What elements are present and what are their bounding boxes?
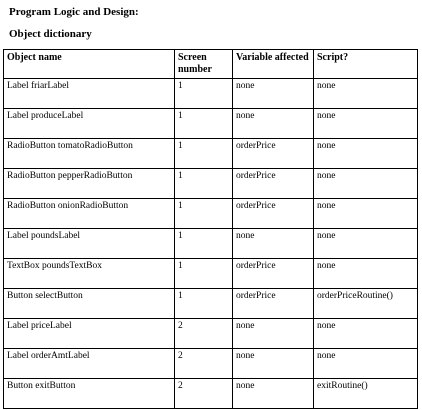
cell-object-name: RadioButton pepperRadioButton [4, 169, 175, 199]
cell-object-name: RadioButton onionRadioButton [4, 199, 175, 229]
table-row [4, 109, 418, 139]
cell-variable-affected: orderPrice [233, 169, 314, 199]
cell-variable-affected: none [233, 349, 314, 379]
object-dictionary-table [3, 49, 418, 409]
cell-script: none [314, 199, 418, 229]
table-row [4, 139, 418, 169]
cell-screen-number: 1 [175, 139, 233, 169]
cell-object-name: RadioButton tomatoRadioButton [4, 139, 175, 169]
table-row [4, 379, 418, 409]
cell-variable-affected: orderPrice [233, 289, 314, 319]
cell-screen-number: 1 [175, 79, 233, 109]
table-row [4, 169, 418, 199]
cell-object-name: Label poundsLabel [4, 229, 175, 259]
table-row [4, 79, 418, 109]
cell-script: none [314, 139, 418, 169]
cell-variable-affected: orderPrice [233, 259, 314, 289]
cell-script: exitRoutine() [314, 379, 418, 409]
cell-screen-number: 1 [175, 109, 233, 139]
cell-variable-affected: none [233, 319, 314, 349]
table-row [4, 349, 418, 379]
cell-script: none [314, 319, 418, 349]
cell-screen-number: 1 [175, 259, 233, 289]
header-script: Script? [314, 50, 418, 79]
cell-script: none [314, 349, 418, 379]
section-heading: Object dictionary [9, 28, 92, 40]
table-row [4, 289, 418, 319]
cell-screen-number: 2 [175, 379, 233, 409]
table-row [4, 319, 418, 349]
cell-variable-affected: none [233, 109, 314, 139]
cell-variable-affected: none [233, 79, 314, 109]
cell-script: none [314, 169, 418, 199]
cell-variable-affected: orderPrice [233, 199, 314, 229]
cell-object-name: Label priceLabel [4, 319, 175, 349]
document-title: Program Logic and Design: [9, 6, 139, 18]
cell-screen-number: 2 [175, 319, 233, 349]
table-row [4, 199, 418, 229]
cell-screen-number: 1 [175, 199, 233, 229]
cell-object-name: Label friarLabel [4, 79, 175, 109]
cell-object-name: Label produceLabel [4, 109, 175, 139]
table-row [4, 229, 418, 259]
cell-object-name: TextBox poundsTextBox [4, 259, 175, 289]
header-variable-affected: Variable affected [233, 50, 314, 79]
cell-variable-affected: none [233, 229, 314, 259]
cell-screen-number: 2 [175, 349, 233, 379]
cell-object-name: Label orderAmtLabel [4, 349, 175, 379]
cell-object-name: Button selectButton [4, 289, 175, 319]
cell-object-name: Button exitButton [4, 379, 175, 409]
cell-variable-affected: none [233, 379, 314, 409]
cell-screen-number: 1 [175, 169, 233, 199]
cell-script: orderPriceRoutine() [314, 289, 418, 319]
table-row [4, 259, 418, 289]
cell-script: none [314, 229, 418, 259]
cell-screen-number: 1 [175, 229, 233, 259]
cell-script: none [314, 79, 418, 109]
cell-screen-number: 1 [175, 289, 233, 319]
table-header-row [4, 50, 418, 79]
header-screen-number: Screen number [175, 50, 233, 79]
cell-variable-affected: orderPrice [233, 139, 314, 169]
cell-script: none [314, 109, 418, 139]
cell-script: none [314, 259, 418, 289]
header-object-name: Object name [4, 50, 175, 79]
